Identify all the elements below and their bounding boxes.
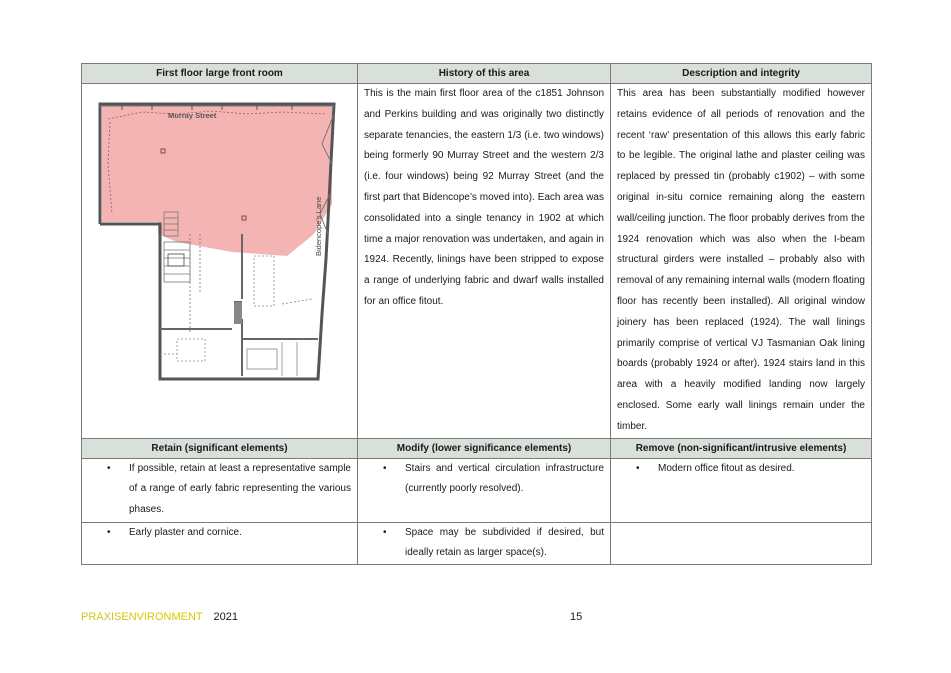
street-label: Murray Street [168, 111, 217, 120]
header-history: History of this area [358, 64, 611, 84]
floor-plan-image [82, 84, 358, 436]
page-number: 15 [570, 611, 583, 623]
brand-praxis: PRAXIS [81, 611, 122, 623]
significance-table [81, 63, 872, 565]
history-cell [358, 84, 611, 439]
list-item: • Early plaster and cornice. [82, 523, 351, 544]
table-row [82, 458, 872, 522]
header-description: Description and integrity [611, 64, 872, 84]
highlighted-room [102, 106, 332, 256]
description-cell [611, 84, 872, 439]
brand-environment: ENVIRONMENT [121, 611, 203, 623]
description-text: This area has been substantially modified however retains evidence of all periods of renovation and the recent ‘raw’ presentation of this allows this early fabric to be legible. The original lathe and plaster ceiling was replaced by pressed tin (probably c1902) – with some original in-situ cornice remaining along the eastern wall/ceiling junction. The floor probably derives from the 1924 renovation which was also when the I-beam structural girders were installed – probably also with removal of any remaining internal walls (modern floating floor has recently been installed). All original window joinery has been replaced (1924). The wall linings primarily comprise of vertical VJ Tasmanian Oak lining boards (probably 1924 or after). 1924 stairs land in this area with a heavily modified landing now largely enclosed. Some early wall linings remain under the timber. [617, 88, 865, 432]
list-item: • Stairs and vertical circulation infrastructure (currently poorly resolved). [358, 459, 604, 501]
footer-brand [81, 611, 238, 623]
footer-year: 2021 [213, 611, 238, 623]
subheader-modify: Modify (lower significance elements) [358, 438, 611, 458]
header-area: First floor large front room [82, 64, 358, 84]
subheader-retain: Retain (significant elements) [82, 438, 358, 458]
list-item: • Space may be subdivided if desired, but ideally retain as larger space(s). [358, 523, 604, 565]
lane-label: Bidencope's Lane [314, 196, 323, 256]
list-item: • Modern office fitout as desired. [611, 459, 865, 480]
empty-cell [611, 522, 872, 565]
history-text: This is the main first floor area of the c1851 Johnson and Perkins building and was originally two distinctly separate tenancies, the eastern 1/3 (i.e. two windows) being formerly 90 Murray Street and the western 2/3 (i.e. four windows) being 92 Murray Street (and the first part that Bidencope’s moved into). Each area was consolidated into a single tenancy in 1902 at which time a major renovation was undertaken, and again in 1924. Recently, linings have been stripped to expose a range of underlying fabric and dwarf walls installed for an office fitout. [364, 88, 604, 307]
floor-plan-cell [82, 84, 358, 439]
list-item: • If possible, retain at least a representative sample of a range of early fabric representing the various phases. [82, 459, 351, 521]
table-row [82, 522, 872, 565]
subheader-remove: Remove (non-significant/intrusive elements) [611, 438, 872, 458]
